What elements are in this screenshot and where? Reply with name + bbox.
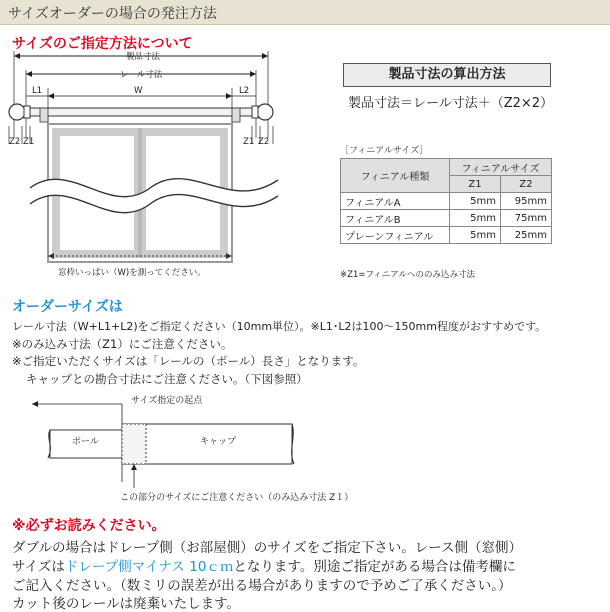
start-point-label: サイズ指定の起点 [131, 396, 203, 406]
insertion-note: この部分のサイズにご注意ください（のみ込み寸法 Z１） [120, 493, 354, 503]
window-width-note: 窓枠いっぱい（W)を測ってください。 [58, 268, 206, 278]
cap-label: キャップ [200, 437, 237, 447]
finial-name: フィニアルA [341, 193, 450, 210]
order-section-title: オーダーサイズは [12, 299, 123, 315]
rail-size-label: レール寸法 [120, 70, 163, 80]
l2-label: L2 [239, 86, 250, 96]
warning-title: ※必ずお読みください。 [12, 518, 166, 534]
order-line-4: キャップとの勘合寸法にご注意ください。（下図参照） [26, 372, 308, 386]
w-label: W [134, 86, 143, 96]
z2-right-label: Z2 [258, 137, 270, 147]
finial-size-header: フィニアルサイズ [450, 159, 552, 176]
order-line-1: レール寸法（W+L1+L2)をご指定ください（10mm単位）。※L1･L2は100～150mm程度がおすすめです。 [12, 320, 547, 333]
finial-size-table [340, 158, 552, 244]
table-row [341, 227, 552, 244]
pole-cap-diagram [30, 392, 350, 502]
finial-z2: 25mm [501, 227, 552, 244]
z1-header: Z1 [450, 176, 501, 193]
table-row [341, 210, 552, 227]
table-row [341, 193, 552, 210]
warning-line-1: ダブルの場合はドレープ側（お部屋側）のサイズをご指定下さい。レース側（窓側） [12, 540, 523, 556]
finial-table-caption: ［フィニアルサイズ］ [340, 146, 429, 156]
warning-line-2b: ドレープ側マイナス 10ｃｍ [64, 559, 234, 575]
finial-z1: 5mm [450, 227, 501, 244]
finial-note: ※Z1=フィニアルへののみ込み寸法 [340, 270, 475, 280]
pole-label: ポール [72, 437, 99, 447]
warning-line-2c: となります。別途ご指定がある場合は備考欄に [233, 559, 516, 575]
rail-diagram [0, 48, 300, 290]
insertion-zone [122, 424, 146, 464]
z1-left-label: Z1 [23, 137, 35, 147]
order-line-3: ※ご指定いただくサイズは「レールの（ポール）長さ」となります。 [12, 354, 365, 368]
warning-line-2a: サイズは [12, 559, 65, 575]
page-title: サイズオーダーの場合の発注方法 [8, 6, 217, 22]
finial-right [257, 104, 273, 120]
z2-header: Z2 [501, 176, 552, 193]
finial-z1: 5mm [450, 210, 501, 227]
order-line-2: ※のみ込み寸法（Z1）にご注意ください。 [12, 337, 233, 351]
finial-z2: 75mm [501, 210, 552, 227]
finial-type-header: フィニアル種類 [341, 159, 450, 193]
product-size-label: 製品寸法 [126, 52, 161, 62]
curtain-pole [22, 108, 260, 116]
warning-line-4: カット後のレールは廃棄いたします。 [12, 596, 241, 612]
calc-formula: 製品寸法＝レール寸法＋（Z2×2） [348, 96, 554, 111]
finial-name: フィニアルB [341, 210, 450, 227]
z1-right-label: Z1 [243, 137, 255, 147]
size-section-title: サイズのご指定方法について [12, 36, 193, 52]
finial-left [9, 104, 25, 120]
warning-line-2 [12, 555, 516, 575]
z2-left-label: Z2 [9, 137, 21, 147]
finial-z1: 5mm [450, 193, 501, 210]
finial-z2: 95mm [501, 193, 552, 210]
l1-label: L1 [32, 86, 43, 96]
calc-title: 製品寸法の算出方法 [343, 63, 551, 87]
warning-line-3: ご記入ください。（数ミリの誤差が出る場合がありますので予めご了承ください。） [12, 578, 512, 594]
finial-name: プレーンフィニアル [341, 227, 450, 244]
